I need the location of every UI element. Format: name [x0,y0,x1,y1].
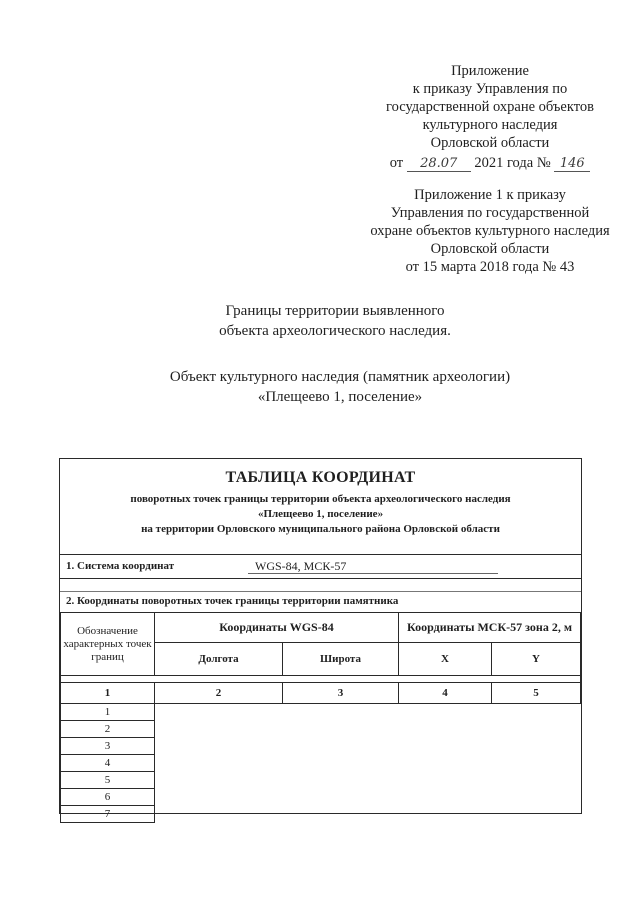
header-wgs84: Координаты WGS-84 [155,613,399,643]
subtitle-line: на территории Орловского муниципального района Орловской области [141,523,500,535]
column-number: 2 [155,683,283,704]
table-row [61,755,581,772]
table-row [61,772,581,789]
appendix-1-line: охране объектов культурного наследия [370,223,610,239]
appendix-1-line: Орловской области [430,241,550,257]
appendix-line: культурного наследия [422,117,558,133]
appendix-date-line [360,154,620,172]
column-number-row [61,683,581,704]
appendix-line: к приказу Управления по [412,81,568,97]
column-number: 5 [492,683,581,704]
table-row [61,704,581,721]
appendix-1-header [350,186,630,276]
object-line: Объект культурного наследия (памятник археологии) [169,369,511,385]
point-number: 2 [61,721,155,738]
point-number: 5 [61,772,155,789]
point-number: 7 [61,806,155,823]
appendix-1-line: Управления по государственной [390,205,590,221]
appendix-line: государственной охране объектов [386,99,594,115]
appendix-line: Приложение [451,63,529,79]
handwritten-date: 28.07 [407,157,471,172]
appendix-line: Орловской области [430,135,550,151]
table-row [61,738,581,755]
divider [60,591,581,592]
table-row [61,789,581,806]
header-latitude: Широта [283,643,399,676]
empty-cell [155,738,581,755]
column-number: 3 [283,683,399,704]
subtitle-line: «Плещеево 1, поселение» [257,508,384,520]
title-line: объекта археологического наследия. [219,323,451,339]
table-row [61,806,581,823]
empty-cell [155,806,581,823]
point-number: 3 [61,738,155,755]
coordinates-section-row [60,595,581,611]
appendix-1-line: Приложение 1 к приказу [414,187,566,203]
table-heading [60,459,581,555]
appendix-header [360,62,620,172]
title-line: Границы территории выявленного [225,303,445,319]
header-designation: Обозначение характерных точек границ [61,613,155,676]
object-name [150,367,530,407]
handwritten-number: 146 [554,157,590,172]
column-number: 4 [399,683,492,704]
subtitle-line: поворотных точек границы территории объекта археологического наследия [130,493,511,505]
coordinate-system-row [60,555,581,579]
column-number: 1 [61,683,155,704]
table-row [61,721,581,738]
table-title: ТАБЛИЦА КООРДИНАТ [225,469,416,486]
header-msk57: Координаты МСК-57 зона 2, м [399,613,581,643]
header-longitude: Долгота [155,643,283,676]
coordinate-system-label: 1. Система координат [66,560,175,572]
point-number: 1 [61,704,155,721]
coordinates-grid [60,612,581,823]
empty-cell [155,755,581,772]
date-prefix: от [389,155,404,171]
header-x: X [399,643,492,676]
empty-cell [155,789,581,806]
point-number: 6 [61,789,155,806]
object-line: «Плещеево 1, поселение» [257,389,423,405]
empty-cell [155,721,581,738]
coordinates-table-block [59,458,582,820]
empty-cell [155,704,581,721]
underline [248,573,498,574]
header-y: Y [492,643,581,676]
spacer [61,676,581,683]
point-number: 4 [61,755,155,772]
empty-cell [155,772,581,789]
date-suffix: 2021 года № [474,155,551,171]
coordinate-system-value: WGS-84, МСК-57 [255,559,347,573]
appendix-1-line: от 15 марта 2018 года № 43 [405,259,575,275]
document-title [170,301,500,341]
coordinates-section-label: 2. Координаты поворотных точек границы территории памятника [66,595,399,607]
table-subtitle [60,492,581,537]
